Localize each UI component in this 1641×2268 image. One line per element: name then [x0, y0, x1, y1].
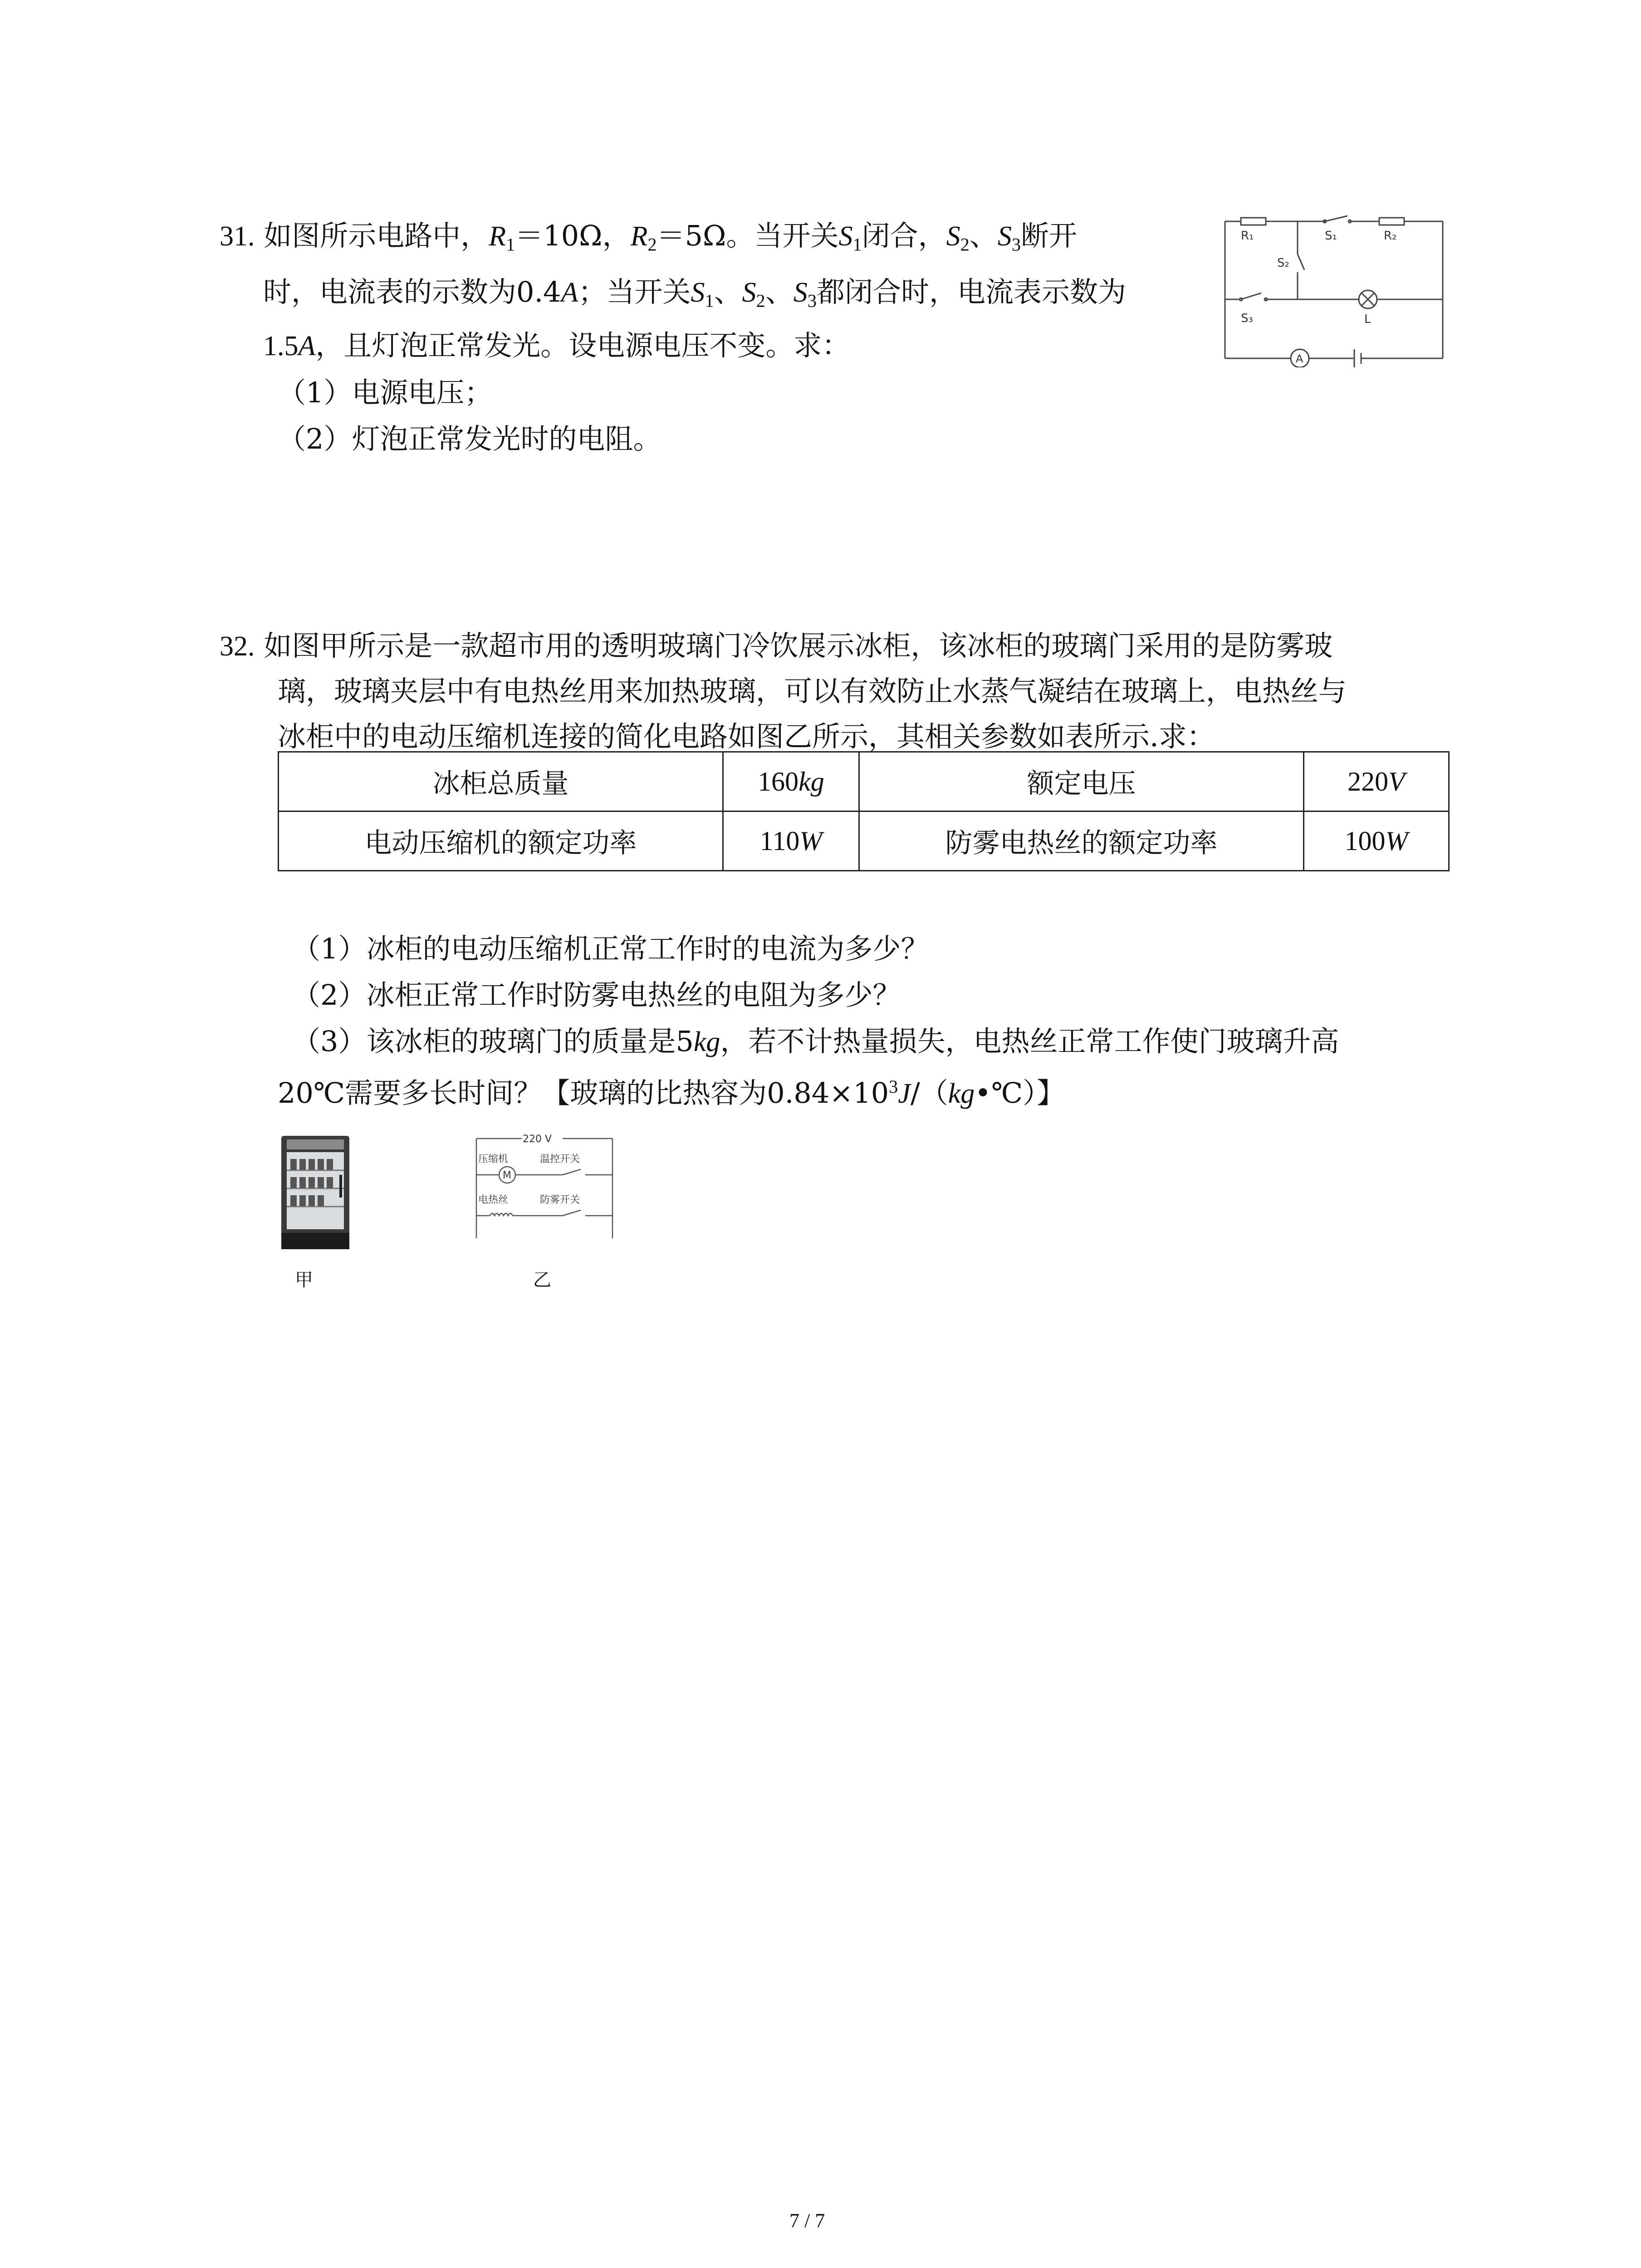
- q31-text: 都闭合时，电流表示数为: [817, 275, 1127, 308]
- q31-subquestion-1: （1）电源电压；: [278, 376, 493, 409]
- symbol-s2: S: [742, 277, 756, 308]
- symbol-r2: R: [630, 221, 648, 252]
- subscript: 3: [1011, 234, 1021, 255]
- subscript: 1: [506, 234, 515, 255]
- table-cell: 160kg: [723, 752, 859, 811]
- subscript: 2: [960, 234, 970, 255]
- q32-number: 32.: [220, 631, 255, 662]
- q32-text: 20℃需要多长时间？【玻璃的比热容为0.84×10: [278, 1076, 889, 1110]
- subscript: 2: [756, 290, 765, 311]
- symbol-r1: R: [489, 221, 506, 252]
- q32-line-2: 璃，玻璃夹层中有电热丝用来加热玻璃，可以有效防止水蒸气凝结在玻璃上，电热丝与: [278, 675, 1347, 708]
- label-compressor: 压缩机: [478, 1154, 509, 1165]
- label-s1: S₁: [1325, 229, 1337, 243]
- q32-subquestion-2: （2）冰柜正常工作时防雾电热丝的电阻为多少？: [292, 978, 901, 1012]
- label-lamp: L: [1364, 313, 1371, 326]
- q32-text: /（: [910, 1076, 948, 1110]
- table-row: [279, 811, 1449, 871]
- q32-subquestion-3-cont: [278, 1075, 1065, 1112]
- q31-line-1: [220, 218, 1077, 254]
- symbol-s3: S: [793, 277, 808, 308]
- q31-text: ＝10Ω，: [515, 219, 631, 252]
- label-s2: S₂: [1277, 256, 1289, 270]
- table-cell: 防雾电热丝的额定功率: [859, 811, 1304, 871]
- q32-text: •℃）】: [975, 1076, 1065, 1110]
- table-cell: 冰柜总质量: [279, 752, 723, 811]
- symbol-s1: S: [838, 221, 853, 252]
- q32-line-3: 冰柜中的电动压缩机连接的简化电路如图乙所示，其相关参数如表所示.求：: [278, 720, 1215, 753]
- label-r1: R₁: [1241, 229, 1254, 243]
- q32-text: ，若不计热量损失，电热丝正常工作使门玻璃升高: [720, 1025, 1339, 1058]
- q31-line-2: [263, 274, 1126, 311]
- parameter-table: [278, 751, 1450, 871]
- q31-text: 、: [765, 275, 794, 308]
- table-cell: 110W: [723, 811, 859, 871]
- page-number: 7 / 7: [789, 2209, 825, 2232]
- label-s3: S₃: [1241, 312, 1253, 325]
- q31-text: 如图所示电路中，: [264, 219, 489, 252]
- label-thermo-switch: 温控开关: [540, 1154, 580, 1165]
- unit-kg: kg: [693, 1026, 720, 1057]
- table-cell: 额定电压: [859, 752, 1304, 811]
- unit-ampere: A: [298, 331, 316, 362]
- unit-joule: J: [898, 1078, 911, 1109]
- q31-subquestion-2: （2）灯泡正常发光时的电阻。: [278, 422, 661, 455]
- q32-subquestion-3: [292, 1023, 1339, 1060]
- symbol-s1: S: [691, 277, 705, 308]
- q31-circuit-diagram: [1216, 213, 1452, 367]
- ammeter-icon: A: [1296, 352, 1303, 365]
- label-heater: 电热丝: [478, 1194, 509, 1206]
- q31-text: 、: [969, 219, 998, 252]
- label-r2: R₂: [1384, 229, 1397, 243]
- fridge-image: [277, 1134, 354, 1252]
- q32-line-1: [220, 628, 1332, 665]
- figure-label-jia: 甲: [295, 1270, 313, 1290]
- table-cell: 100W: [1304, 811, 1449, 871]
- figure-label-yi: 乙: [533, 1270, 551, 1290]
- q31-text: ；当开关: [578, 275, 691, 308]
- label-220v: 220 V: [523, 1134, 552, 1145]
- q32-text: （3）该冰柜的玻璃门的质量是5: [292, 1025, 694, 1058]
- subscript: 1: [705, 290, 714, 311]
- table-row: [279, 752, 1449, 811]
- fridge-circuit-diagram: [472, 1129, 617, 1243]
- q32-text: 如图甲所示是一款超市用的透明玻璃门冷饮展示冰柜，该冰柜的玻璃门采用的是防雾玻: [264, 629, 1333, 662]
- q31-text: ＝5Ω。当开关: [656, 219, 839, 252]
- table-cell: 220V: [1304, 752, 1449, 811]
- q32-subquestion-1: （1）冰柜的电动压缩机正常工作时的电流为多少？: [292, 932, 929, 965]
- q31-text: 闭合，: [862, 219, 946, 252]
- q31-text: 1.5: [263, 331, 299, 362]
- q31-text: 断开: [1020, 219, 1077, 252]
- q31-text: 时，电流表的示数为0.4: [263, 275, 561, 308]
- subscript: 1: [852, 234, 862, 255]
- superscript: 3: [889, 1076, 898, 1097]
- table-cell: 电动压缩机的额定功率: [279, 811, 723, 871]
- subscript: 2: [647, 234, 657, 255]
- q31-text: 、: [714, 275, 742, 308]
- q31-line-3: [263, 327, 850, 364]
- subscript: 3: [807, 290, 817, 311]
- q31-text: ，且灯泡正常发光。设电源电压不变。求：: [315, 329, 850, 362]
- q31-number: 31.: [220, 221, 255, 252]
- symbol-s2: S: [946, 221, 960, 252]
- unit-ampere: A: [561, 277, 578, 308]
- label-fog-switch: 防雾开关: [540, 1194, 580, 1206]
- symbol-s3: S: [997, 221, 1012, 252]
- motor-icon: M: [503, 1170, 511, 1181]
- unit-kg: kg: [948, 1078, 975, 1109]
